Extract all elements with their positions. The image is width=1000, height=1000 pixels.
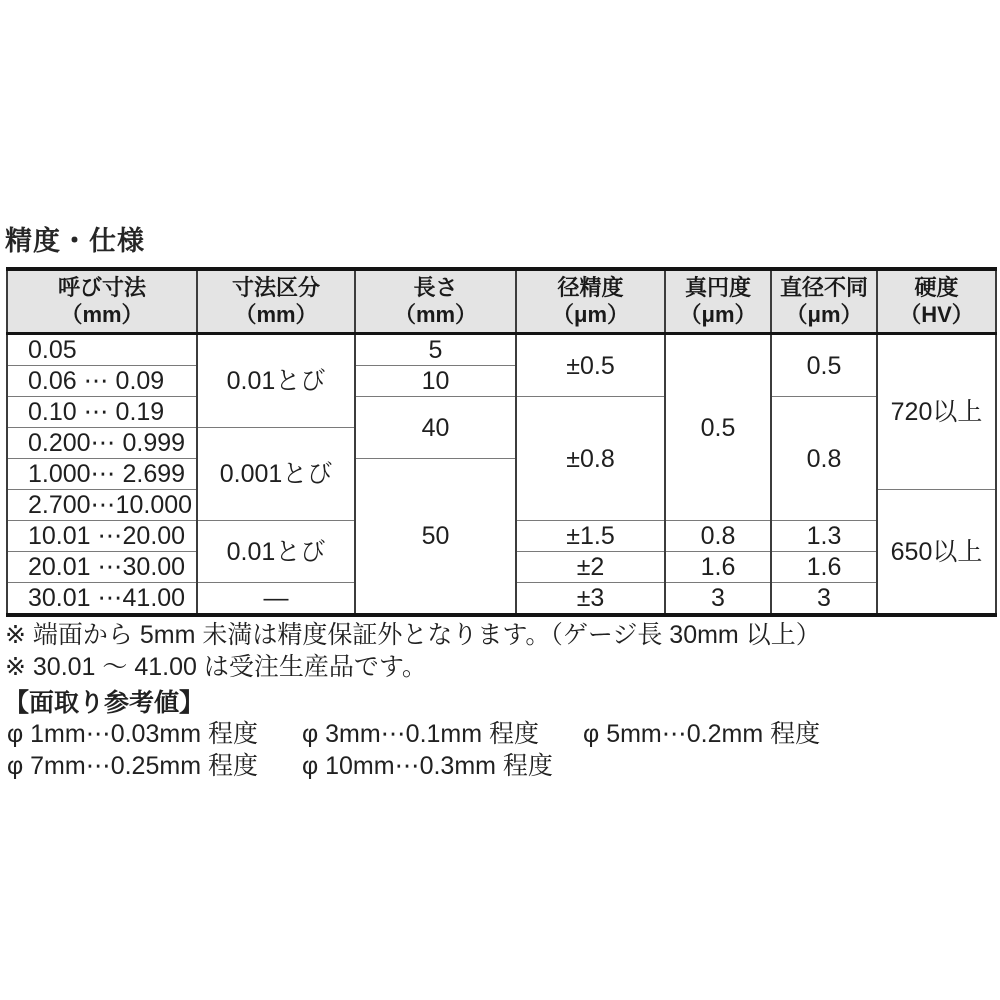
- cell-diameter-accuracy: ±1.5: [516, 521, 665, 552]
- cell-size-division: 0.001とび: [197, 428, 355, 521]
- note-made-to-order: ※ 30.01 ～ 41.00 は受注生産品です。: [5, 653, 427, 681]
- cell-size-division: 0.01とび: [197, 334, 355, 428]
- chamfer-value: φ 5mm⋯0.2mm 程度: [583, 720, 821, 748]
- header-nominal-size: [7, 269, 197, 334]
- chamfer-value: φ 3mm⋯0.1mm 程度: [301, 720, 540, 748]
- chamfer-value: φ 7mm⋯0.25mm 程度: [7, 752, 258, 780]
- cell-nominal-range: 0.200⋯ 0.999: [7, 428, 197, 459]
- cell-nominal-range: 2.700⋯10.000: [7, 490, 197, 521]
- cell-size-division: 0.01とび: [197, 521, 355, 583]
- header-diameter-variation: [771, 269, 877, 334]
- header-unit: （mm）: [234, 302, 318, 327]
- cell-roundness: 1.6: [665, 552, 771, 583]
- cell-hardness: 720以上: [877, 334, 996, 490]
- cell-nominal-range: 30.01 ⋯41.00: [7, 583, 197, 616]
- header-label: 硬度: [914, 275, 959, 300]
- header-length: [355, 269, 516, 334]
- cell-diameter-variation: 1.3: [771, 521, 877, 552]
- header-unit: （μm）: [785, 302, 863, 327]
- cell-diameter-variation: 3: [771, 583, 877, 616]
- header-hardness: [877, 269, 996, 334]
- header-unit: （HV）: [899, 302, 974, 327]
- spec-table-container: [6, 267, 995, 617]
- chamfer-line-1: [7, 719, 820, 749]
- chamfer-value: φ 10mm⋯0.3mm 程度: [301, 752, 553, 780]
- chamfer-value: φ 1mm⋯0.03mm 程度: [7, 720, 258, 748]
- cell-nominal-range: 20.01 ⋯30.00: [7, 552, 197, 583]
- header-label: 真円度: [684, 275, 751, 300]
- header-row: [7, 269, 996, 334]
- cell-hardness: 650以上: [877, 490, 996, 616]
- page-title: 精度・仕様: [5, 226, 145, 256]
- header-unit: （mm）: [393, 302, 478, 327]
- header-label: 寸法区分: [231, 275, 320, 300]
- header-label: 直径不同: [779, 275, 868, 300]
- table-row: [7, 334, 996, 366]
- header-unit: （mm）: [60, 302, 144, 327]
- cell-roundness: 3: [665, 583, 771, 616]
- cell-roundness: 0.8: [665, 521, 771, 552]
- cell-diameter-variation: 1.6: [771, 552, 877, 583]
- cell-length: 5: [355, 334, 516, 366]
- header-label: 長さ: [413, 275, 458, 300]
- cell-nominal-range: 10.01 ⋯20.00: [7, 521, 197, 552]
- header-unit: （μm）: [679, 302, 757, 327]
- cell-length: 50: [355, 459, 516, 616]
- header-label: 径精度: [557, 275, 624, 300]
- header-label: 呼び寸法: [57, 275, 146, 300]
- header-size-division: [197, 269, 355, 334]
- header-unit: （μm）: [551, 302, 630, 327]
- chamfer-reference-heading: 【面取り参考値】: [4, 689, 205, 717]
- cell-nominal-range: 1.000⋯ 2.699: [7, 459, 197, 490]
- cell-diameter-accuracy: ±3: [516, 583, 665, 616]
- cell-roundness: 0.5: [665, 334, 771, 521]
- header-roundness: [665, 269, 771, 334]
- cell-diameter-variation: 0.8: [771, 397, 877, 521]
- cell-diameter-accuracy: ±2: [516, 552, 665, 583]
- cell-length: 10: [355, 366, 516, 397]
- cell-diameter-accuracy: ±0.5: [516, 334, 665, 397]
- cell-nominal-range: 0.10 ⋯ 0.19: [7, 397, 197, 428]
- table-row: [7, 397, 996, 428]
- note-accuracy-guarantee: ※ 端面から 5mm 未満は精度保証外となります。（ゲージ長 30mm 以上）: [5, 621, 821, 649]
- header-diameter-accuracy: [516, 269, 665, 334]
- chamfer-line-2: [7, 751, 553, 781]
- spec-table: [6, 267, 997, 617]
- cell-size-division: ―: [197, 583, 355, 616]
- cell-nominal-range: 0.06 ⋯ 0.09: [7, 366, 197, 397]
- cell-nominal-range: 0.05: [7, 334, 197, 366]
- cell-diameter-accuracy: ±0.8: [516, 397, 665, 521]
- cell-length: 40: [355, 397, 516, 459]
- cell-diameter-variation: 0.5: [771, 334, 877, 397]
